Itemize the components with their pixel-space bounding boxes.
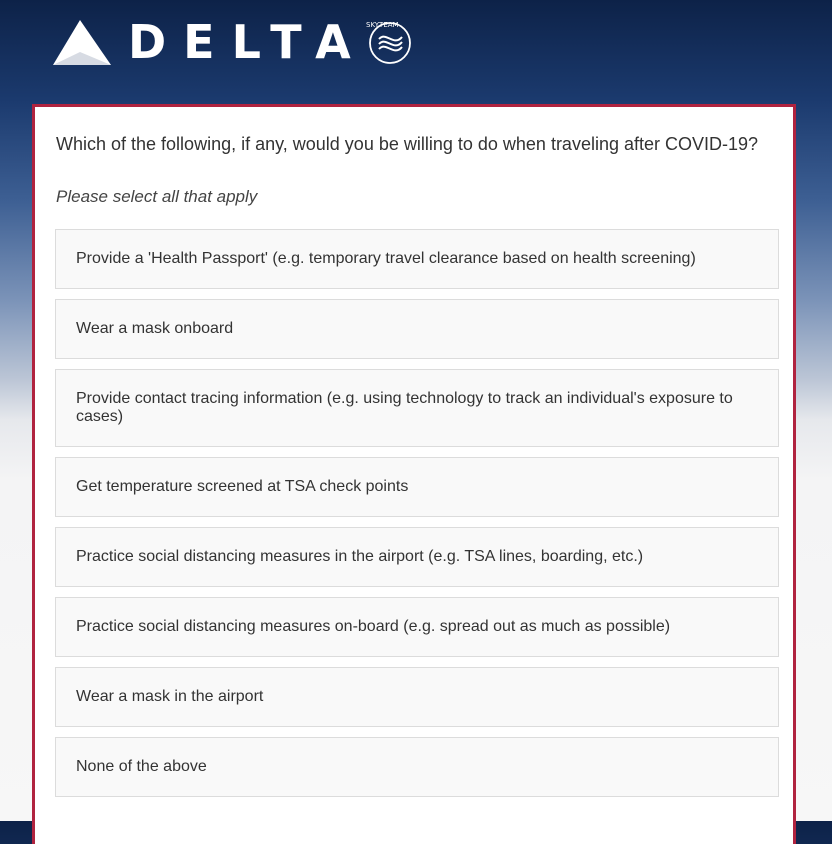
option-none-of-above[interactable]: None of the above (55, 737, 779, 797)
option-mask-onboard[interactable]: Wear a mask onboard (55, 299, 779, 359)
brand-wordmark: DELTA (128, 15, 368, 69)
option-temperature-screening[interactable]: Get temperature screened at TSA check points (55, 457, 779, 517)
option-mask-airport[interactable]: Wear a mask in the airport (55, 667, 779, 727)
header (0, 0, 832, 100)
option-health-passport[interactable]: Provide a 'Health Passport' (e.g. temporary travel clearance based on health screening) (55, 229, 779, 289)
option-contact-tracing[interactable]: Provide contact tracing information (e.g. using technology to track an individual's exposure to cases) (55, 369, 779, 447)
skyteam-logo-icon (364, 17, 412, 65)
survey-card (32, 104, 796, 844)
options-list (55, 229, 779, 807)
skyteam-wordmark: SKYTEAM (366, 21, 399, 29)
option-distancing-onboard[interactable]: Practice social distancing measures on-board (e.g. spread out as much as possible) (55, 597, 779, 657)
option-distancing-airport[interactable]: Practice social distancing measures in the airport (e.g. TSA lines, boarding, etc.) (55, 527, 779, 587)
question-text: Which of the following, if any, would you be willing to do when traveling after COVID-19? (56, 134, 759, 154)
instruction-text: Please select all that apply (56, 187, 258, 206)
delta-widget-logo-icon (53, 20, 113, 66)
